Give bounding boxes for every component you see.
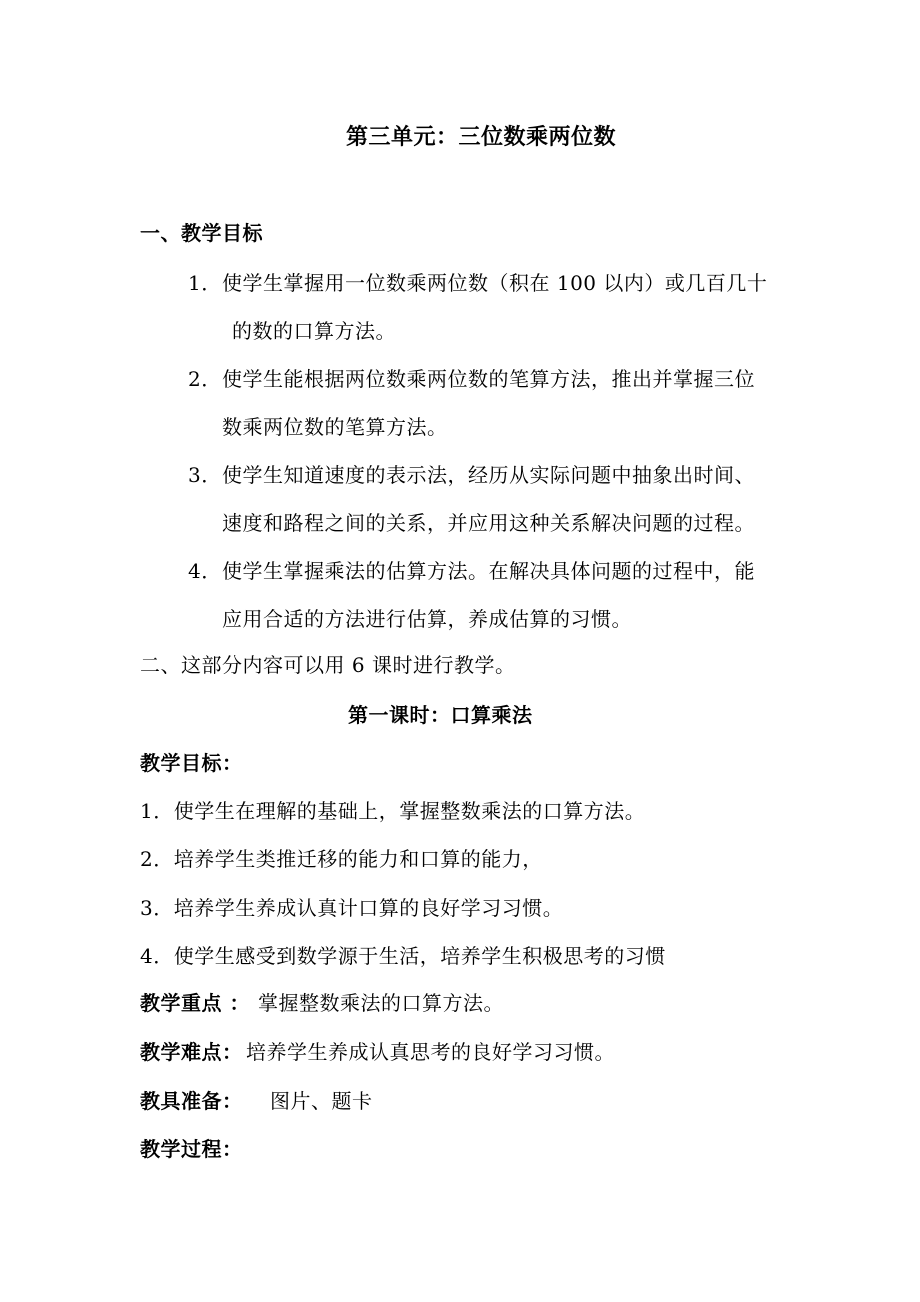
difficulty-label: 教学难点：: [140, 1040, 243, 1064]
goal-4-line2: 应用合适的方法进行估算，养成估算的习惯。: [222, 607, 632, 631]
lesson1-goal-4: 4．使学生感受到数学源于生活，培养学生积极思考的习惯: [140, 944, 666, 968]
difficulty-text: 培养学生养成认真思考的良好学习习惯。: [246, 1040, 615, 1064]
goal-3-number: 3．: [188, 463, 222, 487]
lesson1-title: 第一课时：口算乘法: [348, 703, 533, 727]
key-point-label: 教学重点 ：: [140, 991, 250, 1015]
key-point-text: 掌握整数乘法的口算方法。: [258, 991, 504, 1015]
goal-2-line1: 使学生能根据两位数乘两位数的笔算方法，推出并掌握三位: [222, 367, 755, 391]
section2-text: 二、这部分内容可以用 6 课时进行教学。: [140, 653, 516, 677]
goal-1-line1: 使学生掌握用一位数乘两位数（积在 100 以内）或几百几十: [222, 271, 768, 295]
page-title: 第三单元：三位数乘两位数: [346, 124, 617, 150]
tools-text: 图片、题卡: [270, 1089, 373, 1113]
goal-2-line2: 数乘两位数的笔算方法。: [222, 415, 448, 439]
lesson1-goal-1: 1．使学生在理解的基础上，掌握整数乘法的口算方法。: [140, 799, 646, 823]
lesson1-goal-2: 2．培养学生类推迁移的能力和口算的能力，: [140, 847, 543, 871]
goal-2-number: 2．: [188, 367, 222, 391]
goal-4-line1: 使学生掌握乘法的估算方法。在解决具体问题的过程中，能: [222, 559, 755, 583]
goal-1-number: 1．: [188, 271, 222, 295]
goal-4-number: 4．: [188, 559, 222, 583]
tools-label: 教具准备：: [140, 1089, 243, 1113]
lesson1-goal-3: 3．培养学生养成认真计口算的良好学习习惯。: [140, 896, 564, 920]
goal-1-line2: 的数的口算方法。: [232, 319, 396, 343]
goal-3-line1: 使学生知道速度的表示法，经历从实际问题中抽象出时间、: [222, 463, 755, 487]
goal-3-line2: 速度和路程之间的关系，并应用这种关系解决问题的过程。: [222, 511, 755, 535]
section1-heading: 一、教学目标: [140, 221, 263, 245]
lesson1-goals-label: 教学目标：: [140, 751, 243, 775]
process-label: 教学过程：: [140, 1137, 243, 1161]
